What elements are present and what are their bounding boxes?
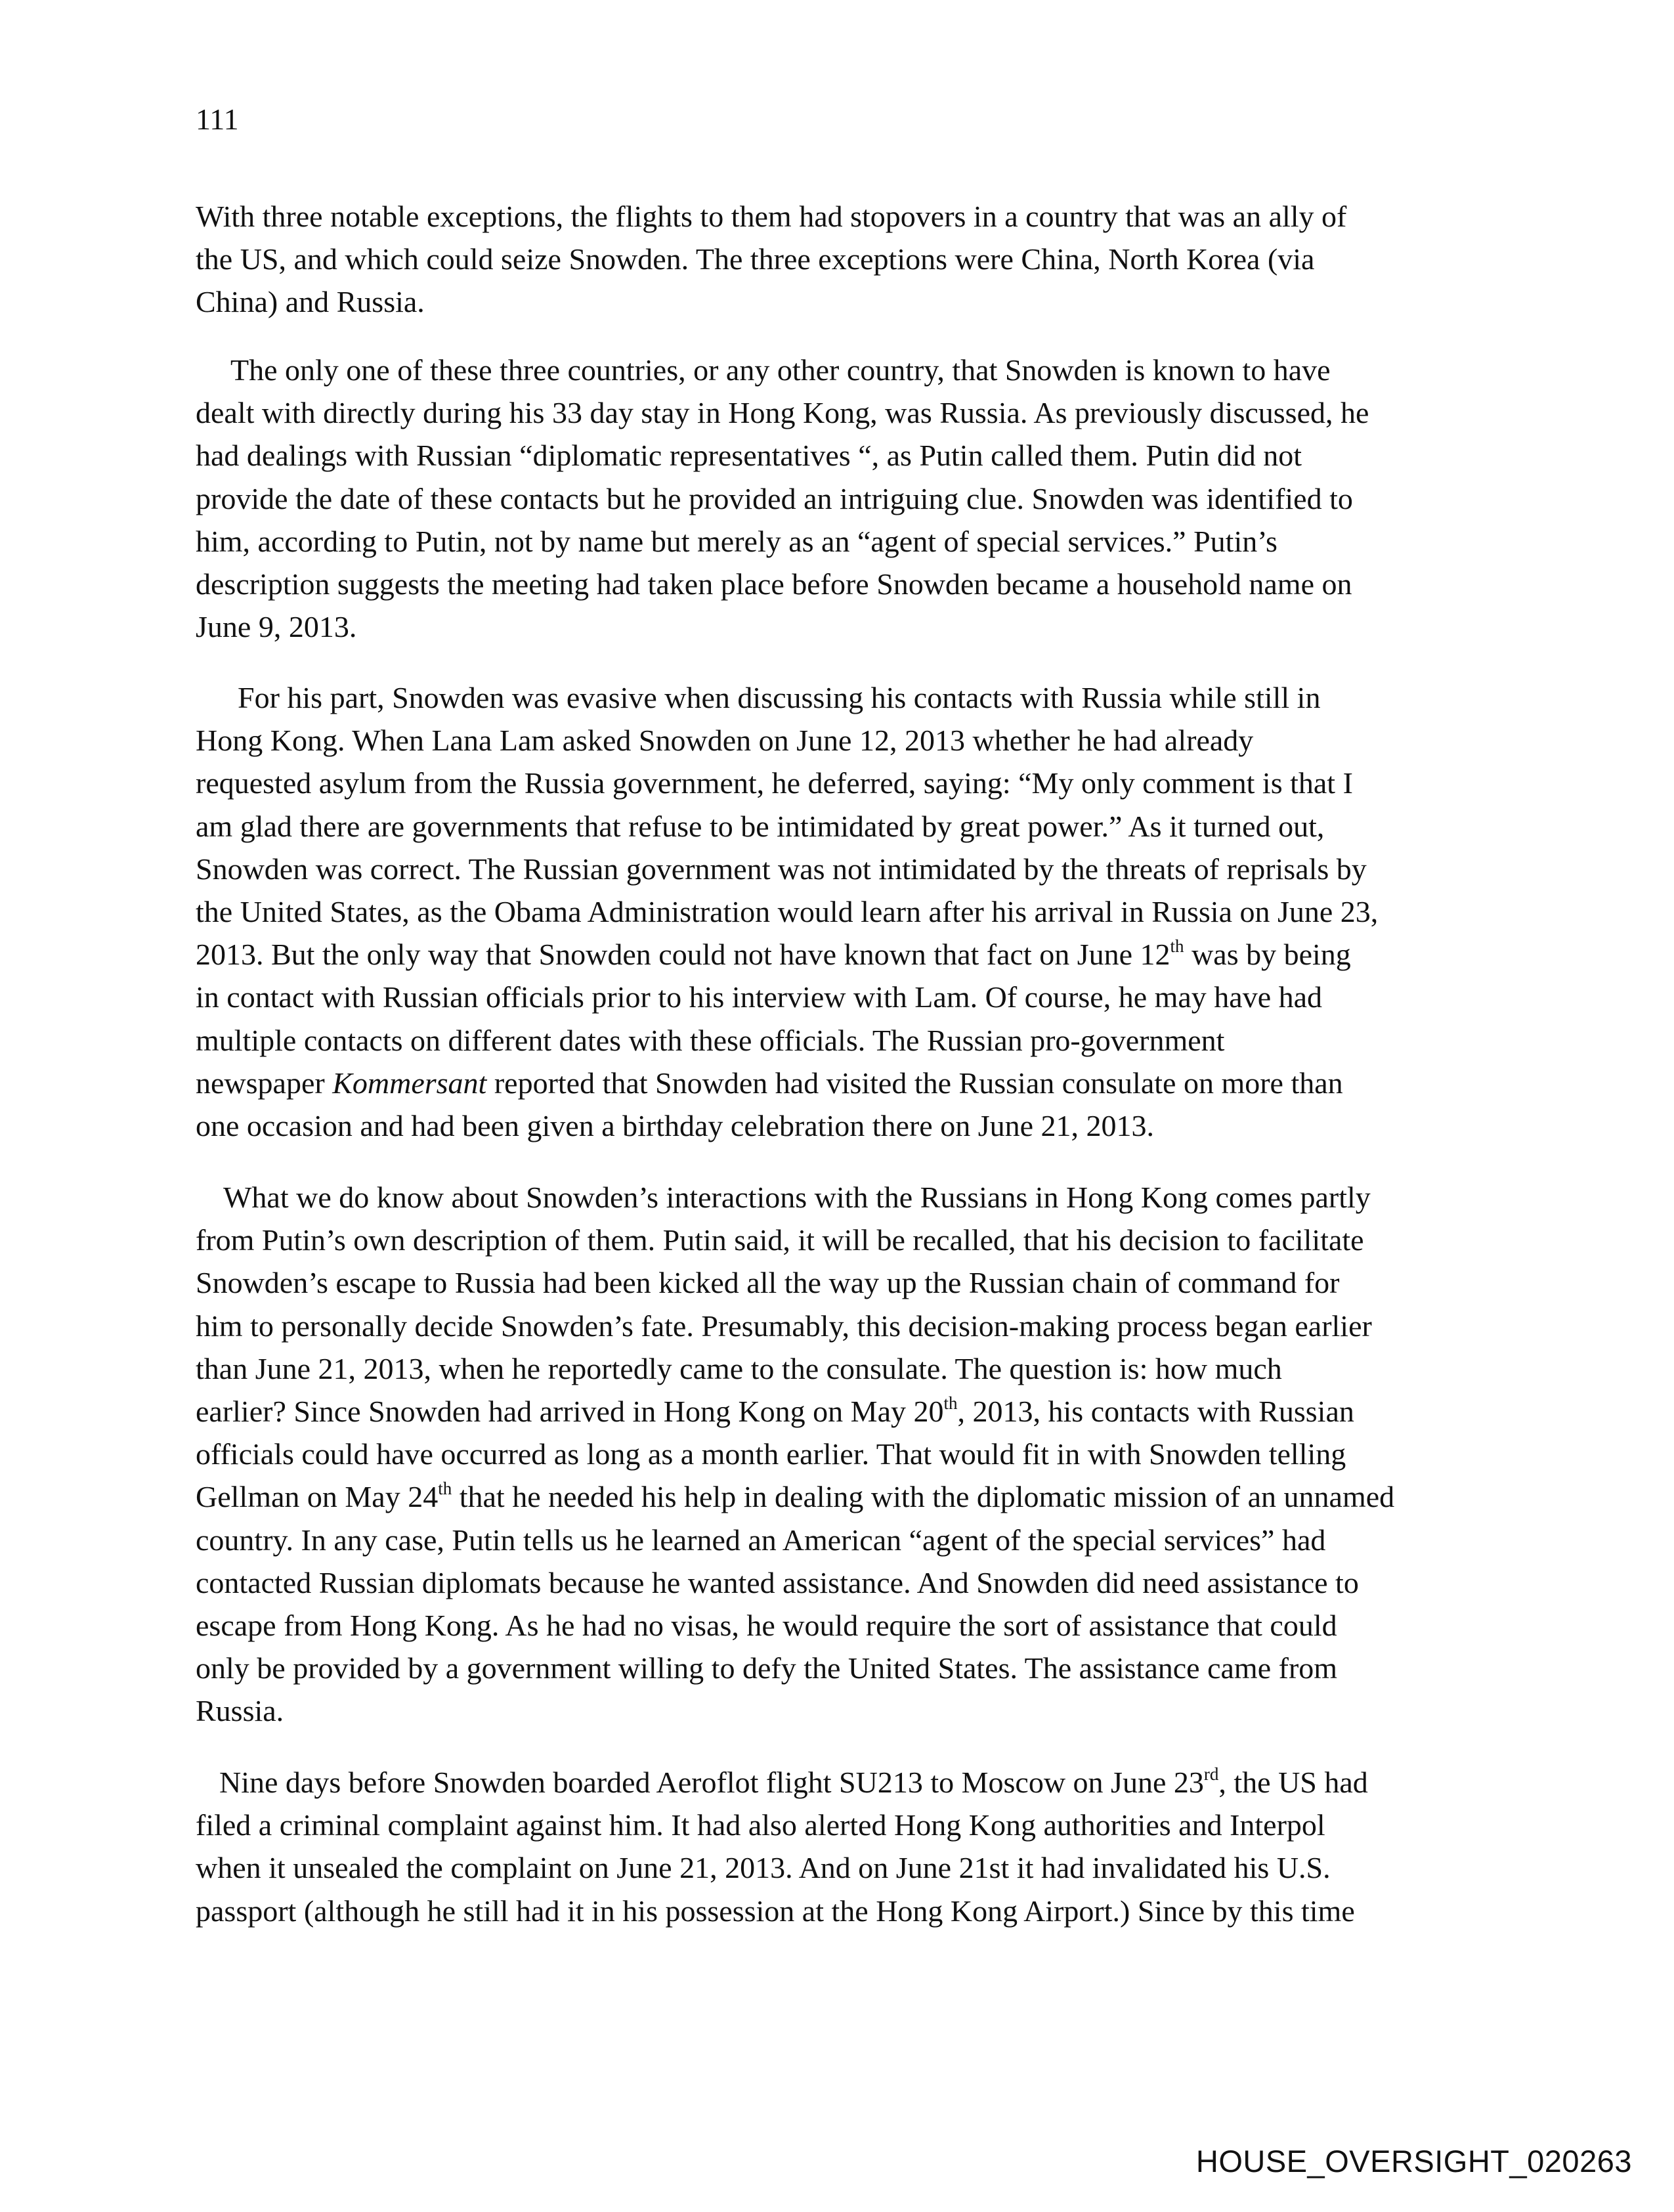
paragraph: [196, 676, 1378, 1147]
text-segment: that he needed his help in dealing with the diplomatic mission of an unnamed: [452, 1480, 1395, 1514]
text-line: [196, 1475, 1394, 1518]
page-number: 111: [196, 102, 239, 136]
text-line: [196, 563, 1369, 605]
text-segment: Gellman on May 24: [196, 1480, 439, 1514]
text-line: [196, 1689, 1394, 1732]
text-segment: am glad there are governments that refuse to be intimidated by great power.” As it turned out,: [196, 809, 1325, 843]
text-segment: Hong Kong. When Lana Lam asked Snowden on June 12, 2013 whether he had already: [196, 724, 1254, 758]
text-line: [223, 1176, 1394, 1219]
text-line: [196, 719, 1378, 762]
text-segment: officials could have occurred as long as a month earlier. That would fit in with Snowden telling: [196, 1437, 1346, 1471]
text-line: [196, 762, 1378, 804]
text-segment: contacted Russian diplomats because he wanted assistance. And Snowden did need assistance to: [196, 1565, 1359, 1599]
text-segment: 2013. But the only way that Snowden could not have known that fact on June 12: [196, 938, 1170, 972]
text-segment: June 9, 2013.: [196, 610, 357, 644]
text-line: [196, 477, 1369, 520]
text-line: [196, 1062, 1378, 1104]
text-line: [196, 933, 1378, 976]
paragraph: [196, 1176, 1394, 1732]
text-line: [196, 1433, 1394, 1475]
text-segment: newspaper: [196, 1066, 333, 1100]
text-line: [196, 1890, 1368, 1932]
text-line: [219, 1761, 1368, 1804]
text-segment: reported that Snowden had visited the Russian consulate on more than: [486, 1066, 1343, 1100]
text-segment: description suggests the meeting had taken place before Snowden became a household name on: [196, 567, 1352, 601]
text-line: [196, 1261, 1394, 1304]
bates-stamp: HOUSE_OVERSIGHT_020263: [1195, 2144, 1632, 2179]
text-segment: had dealings with Russian “diplomatic representatives “, as Putin called them. Putin did not: [196, 439, 1302, 473]
italic-text: Kommersant: [332, 1066, 487, 1100]
text-line: [196, 890, 1378, 933]
text-segment: than June 21, 2013, when he reportedly came to the consulate. The question is: how much: [196, 1351, 1282, 1385]
text-segment: one occasion and had been given a birthday celebration there on June 21, 2013.: [196, 1108, 1155, 1142]
text-segment: , 2013, his contacts with Russian: [957, 1394, 1354, 1428]
superscript: th: [943, 1393, 958, 1413]
superscript: th: [1170, 936, 1184, 957]
text-segment: Nine days before Snowden boarded Aeroflot flight SU213 to Moscow on June 23: [219, 1766, 1204, 1799]
text-segment: country. In any case, Putin tells us he learned an American “agent of the special services” had: [196, 1523, 1326, 1557]
text-segment: was by being: [1184, 938, 1351, 972]
text-line: [230, 349, 1369, 391]
paragraph: [196, 195, 1346, 324]
text-line: [196, 1804, 1368, 1846]
text-line: [196, 520, 1369, 563]
text-line: [196, 1347, 1394, 1390]
text-line: [196, 1104, 1378, 1147]
text-segment: requested asylum from the Russia government, he deferred, saying: “My only comment is that I: [196, 766, 1353, 800]
text-line: [196, 1846, 1368, 1889]
text-line: [196, 1219, 1394, 1261]
text-line: [196, 391, 1369, 434]
paragraph: [196, 1761, 1368, 1932]
text-line: [196, 1305, 1394, 1347]
text-line: [196, 1390, 1394, 1433]
text-segment: dealt with directly during his 33 day stay in Hong Kong, was Russia. As previously discussed, he: [196, 396, 1369, 430]
text-segment: filed a criminal complaint against him. It had also alerted Hong Kong authorities and Interpol: [196, 1808, 1325, 1842]
text-segment: , the US had: [1218, 1766, 1368, 1799]
text-line: [196, 1561, 1394, 1604]
text-segment: With three notable exceptions, the flights to them had stopovers in a country that was an ally of: [196, 200, 1347, 233]
text-segment: The only one of these three countries, or any other country, that Snowden is known to have: [230, 353, 1331, 387]
paragraph: [196, 349, 1369, 648]
text-segment: Snowden’s escape to Russia had been kicked all the way up the Russian chain of command for: [196, 1266, 1340, 1300]
superscript: th: [438, 1479, 452, 1499]
text-segment: him, according to Putin, not by name but merely as an “agent of special services.” Putin’s: [196, 524, 1277, 558]
text-segment: For his part, Snowden was evasive when discussing his contacts with Russia while still in: [238, 681, 1321, 714]
superscript: rd: [1203, 1764, 1219, 1784]
text-line: [196, 976, 1378, 1018]
text-segment: Russia.: [196, 1694, 284, 1728]
text-segment: him to personally decide Snowden’s fate. Presumably, this decision-making process began earlier: [196, 1309, 1372, 1343]
text-segment: when it unsealed the complaint on June 21, 2013. And on June 21st it had invalidated his U.S.: [196, 1851, 1331, 1885]
text-line: [196, 195, 1346, 238]
text-line: [238, 676, 1378, 719]
text-segment: Snowden was correct. The Russian government was not intimidated by the threats of reprisals by: [196, 852, 1367, 886]
text-line: [196, 1604, 1394, 1647]
text-segment: escape from Hong Kong. As he had no visas, he would require the sort of assistance that could: [196, 1608, 1337, 1642]
text-segment: only be provided by a government willing to defy the United States. The assistance came from: [196, 1651, 1338, 1685]
text-line: [196, 280, 1346, 323]
text-segment: What we do know about Snowden’s interactions with the Russians in Hong Kong comes partly: [223, 1181, 1371, 1214]
text-segment: earlier? Since Snowden had arrived in Hong Kong on May 20: [196, 1394, 944, 1428]
text-line: [196, 434, 1369, 477]
text-line: [196, 805, 1378, 848]
text-segment: provide the date of these contacts but he provided an intriguing clue. Snowden was identified to: [196, 481, 1353, 515]
text-segment: the United States, as the Obama Administration would learn after his arrival in Russia on June 23,: [196, 894, 1379, 928]
text-segment: from Putin’s own description of them. Putin said, it will be recalled, that his decision to facilitate: [196, 1223, 1364, 1257]
text-line: [196, 605, 1369, 648]
text-segment: multiple contacts on different dates with these officials. The Russian pro-government: [196, 1023, 1225, 1057]
text-line: [196, 1519, 1394, 1561]
text-segment: in contact with Russian officials prior to his interview with Lam. Of course, he may have had: [196, 980, 1323, 1014]
text-segment: China) and Russia.: [196, 285, 425, 319]
text-line: [196, 1647, 1394, 1689]
text-segment: the US, and which could seize Snowden. The three exceptions were China, North Korea (via: [196, 242, 1315, 276]
text-line: [196, 1019, 1378, 1062]
text-line: [196, 238, 1346, 280]
text-line: [196, 848, 1378, 890]
text-segment: passport (although he still had it in his possession at the Hong Kong Airport.) Since by this time: [196, 1894, 1355, 1928]
